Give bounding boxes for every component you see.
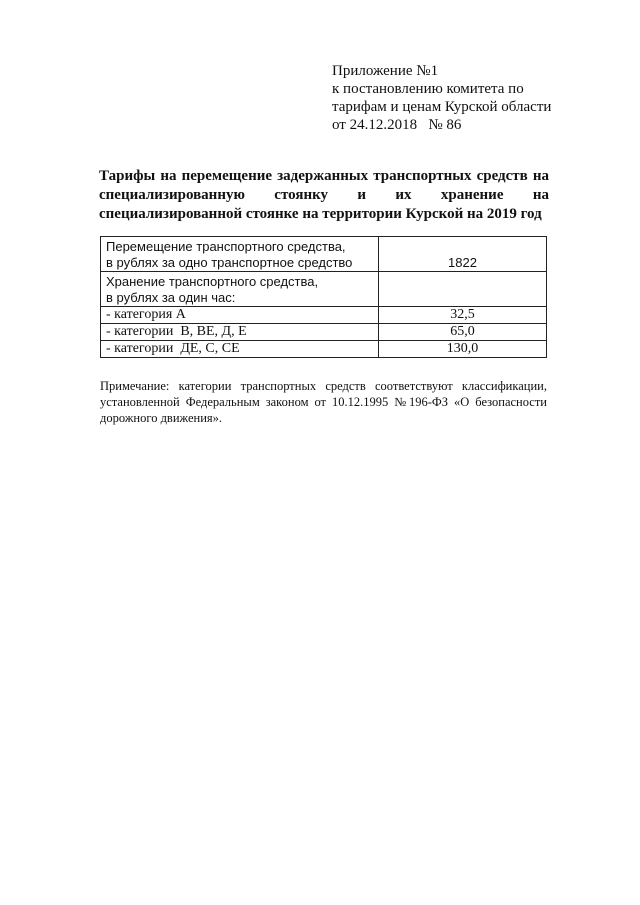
appendix-line: к постановлению комитета по [332,81,524,97]
category-label-cell: - категория А [101,307,379,324]
category-value-cell: 65,0 [379,324,547,341]
category-value-cell: 32,5 [379,307,547,324]
transport-label-cell [101,237,379,272]
table-row [101,307,547,324]
transport-value-cell: 1822 [379,237,547,272]
table-row [101,272,547,307]
document-title: Тарифы на перемещение задержанных транспортных средств на специализированную стоянку и их хранение на специализированной стоянке на территории Курской на 2019 год [99,168,549,222]
transport-label-line: в рублях за одно транспортное средство [106,255,353,270]
appendix-header [332,62,592,134]
tariff-table [100,236,547,358]
storage-value-cell [379,272,547,307]
storage-label-line: Хранение транспортного средства, [106,274,319,289]
appendix-line: тарифам и ценам Курской области [332,99,552,115]
transport-label-line: Перемещение транспортного средства, [106,239,346,254]
appendix-date-line: от 24.12.2018 № 86 [332,117,462,133]
storage-label-cell [101,272,379,307]
table-row [101,237,547,272]
category-label-cell: - категории В, ВЕ, Д, Е [101,324,379,341]
footnote: Примечание: категории транспортных средств соответствуют классификации, установленной Федеральным законом от 10.12.1995 №196-ФЗ «О безопасности дорожного движения». [100,379,547,425]
category-value-cell: 130,0 [379,341,547,358]
category-label-cell: - категории ДЕ, С, СЕ [101,341,379,358]
storage-label-line: в рублях за один час: [106,290,236,305]
table-row [101,324,547,341]
table-row [101,341,547,358]
appendix-line: Приложение №1 [332,63,439,79]
